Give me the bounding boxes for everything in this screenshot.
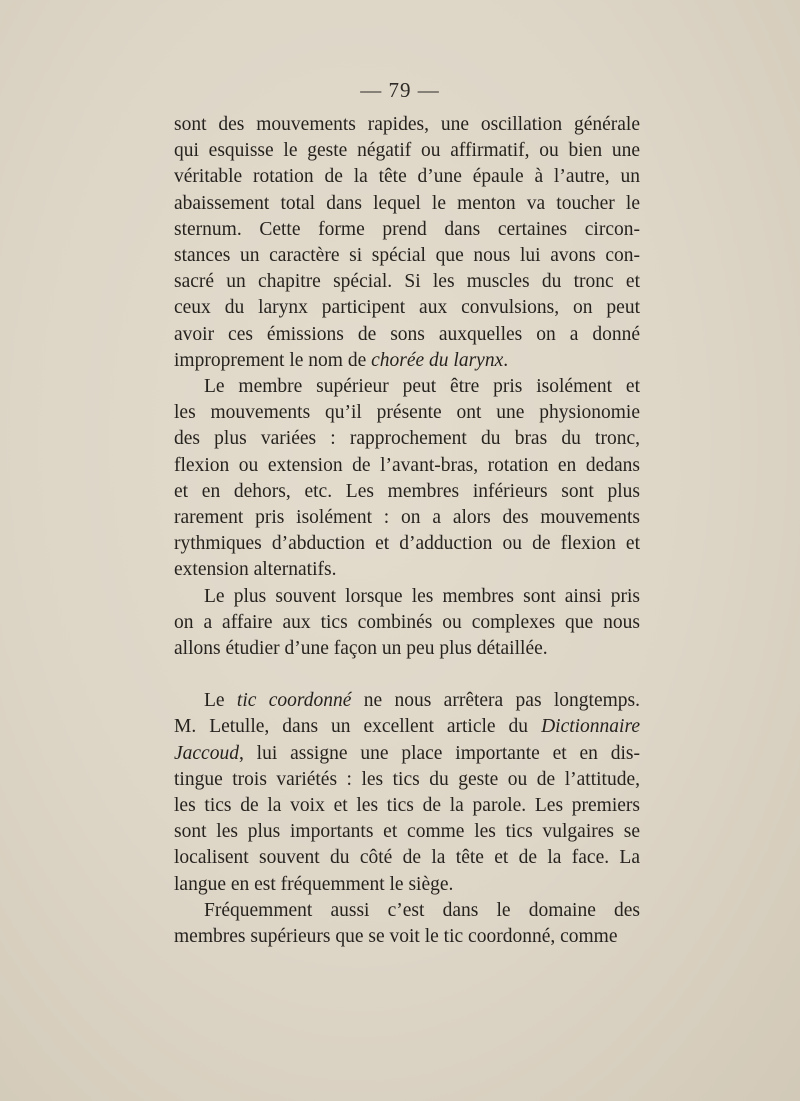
text-line <box>174 610 640 636</box>
paragraph-gap <box>174 662 640 688</box>
text-line <box>174 767 640 793</box>
text-run: , lui assigne une place importante et en dis- <box>238 742 640 764</box>
text-line <box>174 191 640 217</box>
text-line <box>174 584 640 610</box>
text-line <box>174 164 640 190</box>
text-line <box>174 819 640 845</box>
text-run: sont les plus importants et comme les tics vulgaires se <box>174 821 640 843</box>
italic-text: chorée du larynx <box>371 349 504 371</box>
text-line <box>174 348 640 374</box>
text-run: on a affaire aux tics combinés ou complexes que nous <box>174 611 640 633</box>
text-line <box>174 400 640 426</box>
text-run: les tics de la voix et les tics de la parole. Les premiers <box>174 795 640 817</box>
text-run: Le plus souvent lorsque les membres sont ainsi pris <box>204 585 640 607</box>
text-line <box>174 243 640 269</box>
text-line <box>174 898 640 924</box>
text-line <box>174 112 640 138</box>
text-line <box>174 505 640 531</box>
text-line <box>174 872 640 898</box>
text-run: localisent souvent du côté de la tête et de la face. La <box>174 847 640 869</box>
text-line <box>174 531 640 557</box>
text-run: avoir ces émissions de sons auxquelles on a donné <box>174 323 640 345</box>
text-line <box>174 269 640 295</box>
text-line <box>174 295 640 321</box>
body-text <box>174 112 640 950</box>
text-run: stances un caractère si spécial que nous lui avons con- <box>174 245 640 267</box>
text-run: allons étudier d’une façon un peu plus détaillée. <box>174 638 548 660</box>
text-line <box>174 636 640 662</box>
text-run: et en dehors, etc. Les membres inférieurs sont plus <box>174 480 640 502</box>
paragraph <box>174 374 640 584</box>
text-line <box>174 479 640 505</box>
text-run: . <box>503 349 509 371</box>
paragraph <box>174 898 640 950</box>
text-run: Le membre supérieur peut être pris isolément et <box>204 376 640 398</box>
text-run: Le <box>204 690 237 712</box>
paragraph <box>174 112 640 374</box>
text-line <box>174 374 640 400</box>
text-run: sacré un chapitre spécial. Si les muscles du tronc et <box>174 271 640 293</box>
text-run: M. Letulle, dans un excellent article du <box>174 716 542 738</box>
text-run: tingue trois variétés : les tics du geste ou de l’attitude, <box>174 768 640 790</box>
text-line <box>174 688 640 714</box>
text-run: extension alternatifs. <box>174 559 337 581</box>
text-line <box>174 741 640 767</box>
text-line <box>174 453 640 479</box>
text-run: Fréquemment aussi c’est dans le domaine des <box>204 899 640 921</box>
text-run: improprement le nom de <box>174 349 372 371</box>
text-line <box>174 557 640 583</box>
italic-text: tic coordonné <box>236 690 352 712</box>
italic-text: Jaccoud <box>174 742 239 764</box>
text-run: rythmiques d’abduction et d’adduction ou de flexion et <box>174 533 640 555</box>
text-run: ceux du larynx participent aux convulsions, on peut <box>174 297 640 319</box>
text-line <box>174 845 640 871</box>
paragraph <box>174 584 640 663</box>
paragraph <box>174 688 640 898</box>
text-run: membres supérieurs que se voit le tic coordonné, comme <box>174 926 618 948</box>
text-line <box>174 217 640 243</box>
text-line <box>174 714 640 740</box>
text-run: sternum. Cette forme prend dans certaines circon- <box>174 218 640 240</box>
text-run: les mouvements qu’il présente ont une physionomie <box>174 402 640 424</box>
text-run: des plus variées : rapprochement du bras du tronc, <box>174 428 640 450</box>
text-run: sont des mouvements rapides, une oscillation générale <box>174 114 640 135</box>
text-run: flexion ou extension de l’avant-bras, rotation en dedans <box>174 454 640 476</box>
italic-text: Dictionnaire <box>541 716 640 738</box>
text-run: ne nous arrêtera pas longtemps. <box>351 690 640 712</box>
text-line <box>174 138 640 164</box>
text-line <box>174 322 640 348</box>
text-run: abaissement total dans lequel le menton va toucher le <box>174 192 640 214</box>
text-run: qui esquisse le geste négatif ou affirmatif, ou bien une <box>174 140 640 162</box>
text-line <box>174 426 640 452</box>
text-run: véritable rotation de la tête d’une épaule à l’autre, un <box>174 166 640 188</box>
page-number: — 79 — <box>360 78 440 102</box>
text-line <box>174 924 640 950</box>
text-run: langue en est fréquemment le siège. <box>174 873 454 895</box>
text-run: rarement pris isolément : on a alors des mouvements <box>174 507 640 529</box>
text-line <box>174 793 640 819</box>
